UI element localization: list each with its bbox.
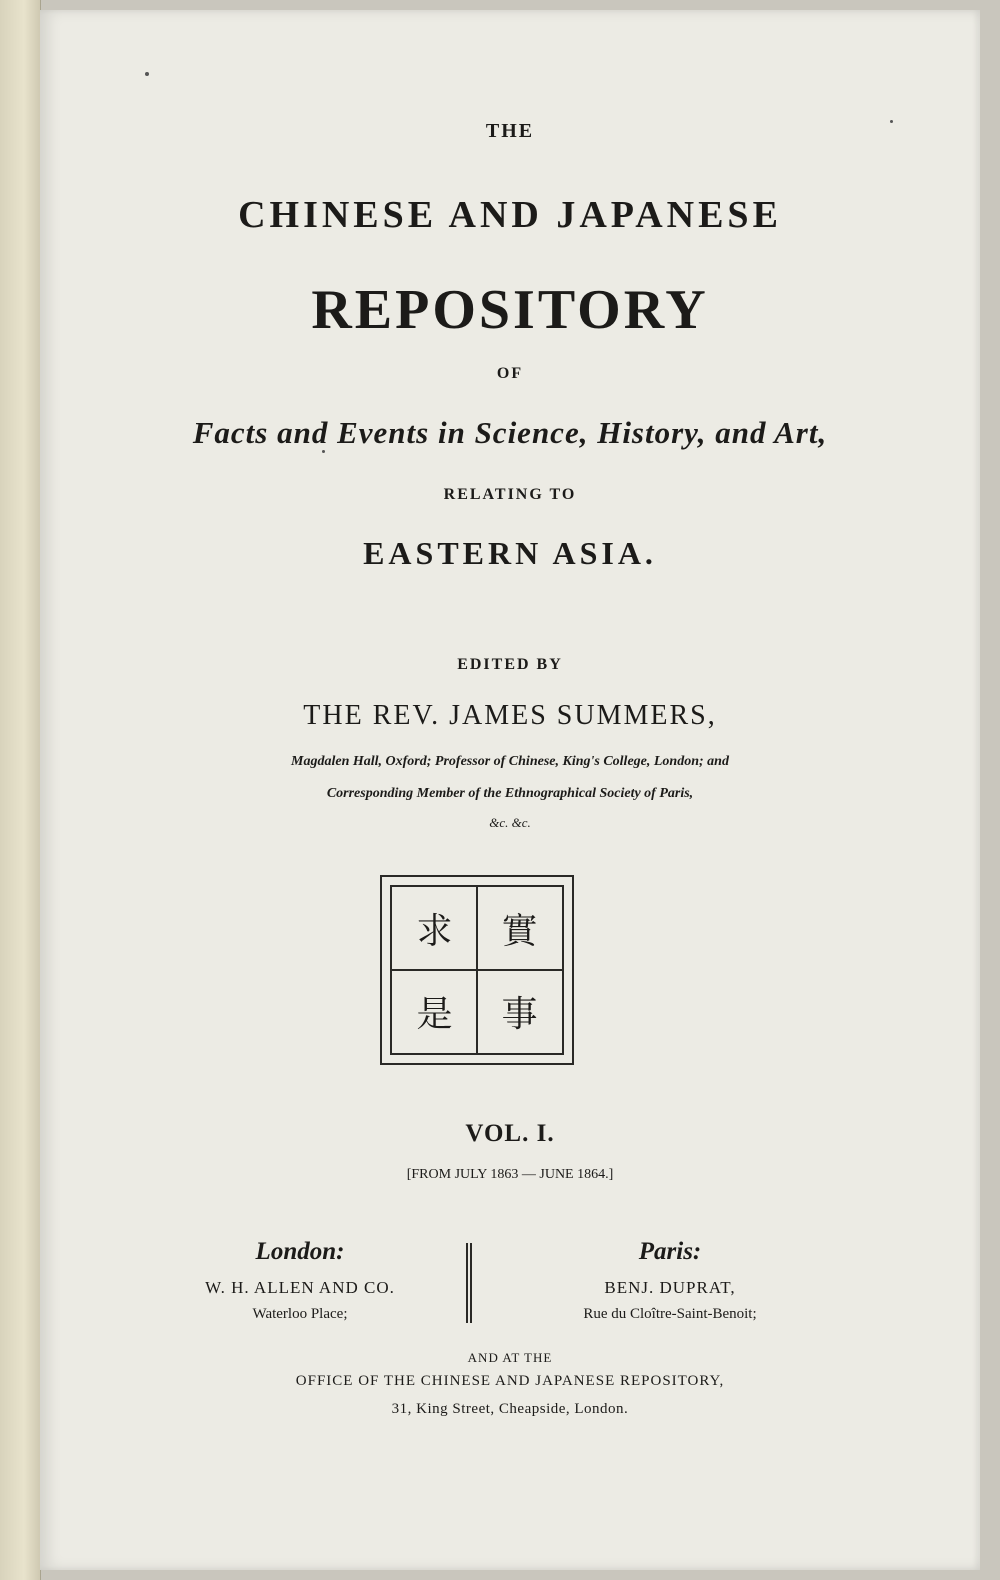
paris-city: Paris: [638, 1238, 702, 1265]
seal-char-top-right: 實 [501, 911, 538, 952]
london-city: London: [255, 1238, 345, 1265]
editor-name: THE REV. JAMES SUMMERS, [303, 700, 717, 731]
london-publisher: W. H. ALLEN AND CO. [205, 1278, 395, 1297]
imprint-paris [510, 1238, 830, 1338]
title-repository: REPOSITORY [311, 279, 709, 341]
title-of: OF [496, 365, 524, 382]
seal-inner-frame [390, 885, 564, 1055]
seal-char-top-left: 求 [416, 911, 453, 952]
ink-spot [145, 72, 149, 76]
volume-number: VOL. I. [465, 1120, 555, 1147]
paris-publisher: BENJ. DUPRAT, [604, 1278, 736, 1297]
eastern-asia: EASTERN ASIA. [363, 535, 657, 571]
volume-dates: [FROM JULY 1863 — JUNE 1864.] [406, 1167, 614, 1182]
street-address: 31, King Street, Cheapside, London. [391, 1401, 629, 1417]
imprint-london [150, 1238, 450, 1338]
editor-affiliation-3: &c. &c. [489, 815, 531, 830]
relating-to: RELATING TO [443, 486, 577, 503]
editor-affiliation-1: Magdalen Hall, Oxford; Professor of Chinese, King's College, London; and [291, 754, 729, 769]
office-line: OFFICE OF THE CHINESE AND JAPANESE REPOSITORY, [295, 1373, 725, 1389]
title-page [40, 10, 980, 1570]
london-address: Waterloo Place; [252, 1306, 348, 1322]
left-page-edge [0, 0, 41, 1580]
imprint-divider [466, 1243, 472, 1323]
and-at-the: AND AT THE [467, 1350, 553, 1365]
subtitle-facts: Facts and Events in Science, History, and Art, [192, 415, 828, 450]
paris-address: Rue du Cloître-Saint-Benoit; [583, 1306, 757, 1322]
editor-affiliation-2: Corresponding Member of the Ethnographical Society of Paris, [326, 786, 694, 801]
seal-char-bottom-left: 是 [416, 994, 453, 1035]
edited-by: EDITED BY [457, 656, 563, 673]
title-chinese-japanese: CHINESE AND JAPANESE [238, 194, 782, 236]
seal-char-bottom-right: 事 [501, 994, 538, 1035]
header-the: THE [485, 120, 535, 142]
chinese-seal [380, 875, 574, 1065]
